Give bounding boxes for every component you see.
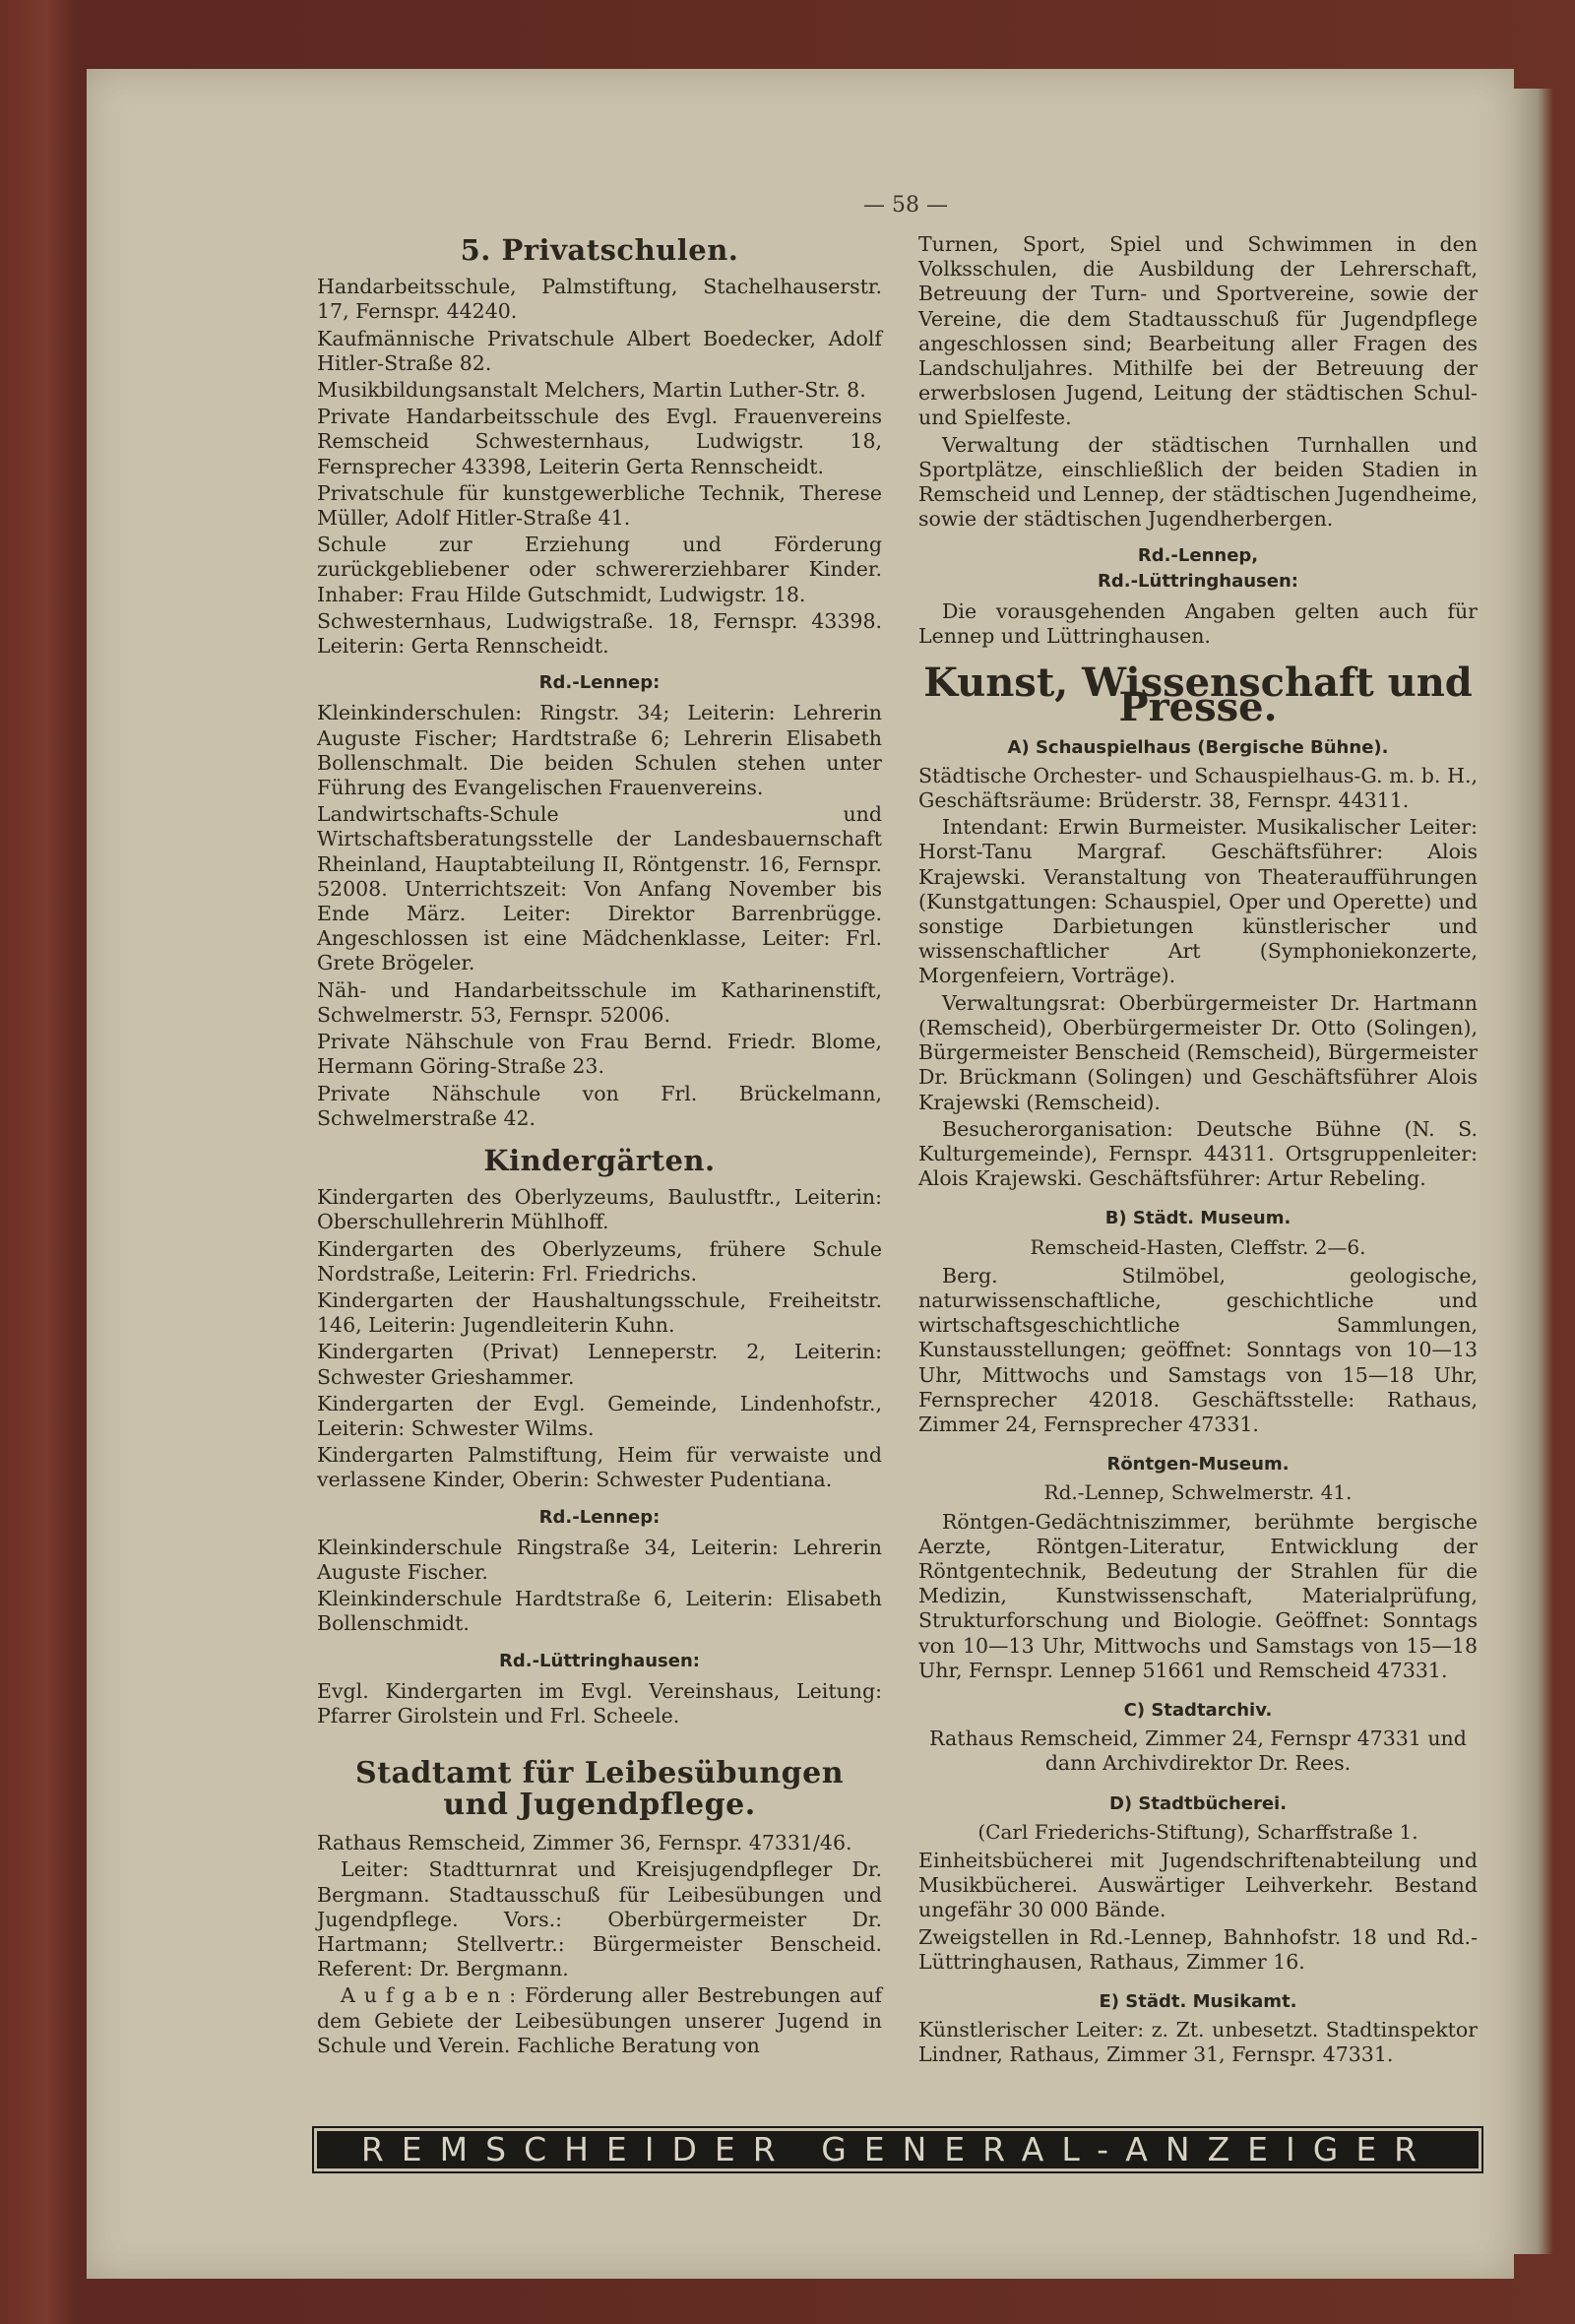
list-item: Kindergarten der Evgl. Gemeinde, Lindenhofstr., Leiterin: Schwester Wilms. [317, 1391, 882, 1440]
subheading-label: C) Stadtarchiv. [1123, 1699, 1273, 1721]
list-item: Die vorausgehenden Angaben gelten auch für Lennep und Lüttringhausen. [918, 598, 1478, 649]
subheading-schauspielhaus [918, 734, 1478, 760]
newspaper-banner: REMSCHEIDER GENERAL-ANZEIGER [317, 2131, 1479, 2168]
page-edge [1514, 89, 1553, 2254]
list-item: Leiter: Stadtturnrat und Kreisjugendpfleger Dr. Bergmann. Stadtausschuß für Leibesübungen und Jugendpflege. Vors.: Oberbürgermeister Dr. Hartmann; Stellvertr.: Bürgermeister Benscheid. Referent: Dr. Bergmann. [317, 1857, 882, 1981]
list-item: Rathaus Remscheid, Zimmer 36, Fernspr. 47331/46. [317, 1831, 852, 1855]
list-item: Schule zur Erziehung und Förderung zurückgebliebener oder schwererziehbarer Kinder. Inhaber: Frau Hilde Gutschmidt, Ludwigstr. 18. [317, 533, 882, 606]
list-item: Turnen, Sport, Spiel und Schwimmen in den Volksschulen, die Ausbildung der Lehrerschaft, Betreuung der Turn- und Sportvereine, sowie der Vereine, die dem Stadtausschuß für Jugendpflege angeschlossen sind; Bearbeitung aller Fragen des Landschuljahres. Mithilfe bei der Betreuung der erwerbslosen Jugend, Leitung der städtischen Schul- und Spielfeste. [918, 232, 1478, 430]
subheading-label: E) Städt. Musikamt. [1099, 1991, 1297, 2012]
list-item: Verwaltung der städtischen Turnhallen und Sportplätze, einschließlich der beiden Stadien in Remscheid und Lennep, der städtischen Jugendheime, sowie der städtischen Jugendherbergen. [918, 432, 1478, 532]
list-item: Berg. Stilmöbel, geologische, naturwissenschaftliche, geschichtliche und wirtschaftsgeschichtliche Sammlungen, Kunstausstellungen; geöffnet: Sonntags von 10—13 Uhr, Mittwochs und Samstags von 15—18 Uhr, Fernsprecher 42018. Geschäftsstelle: Rathaus, Zimmer 24, Fernsprecher 47331. [918, 1263, 1478, 1436]
subheading-stadtbuecherei [918, 1790, 1478, 1816]
subheading-label: B) Städt. Museum. [1104, 1208, 1292, 1229]
museum-address: Remscheid-Hasten, Cleffstr. 2—6. [1030, 1234, 1366, 1259]
subheading-label: Röntgen-Museum. [1106, 1454, 1290, 1476]
subheading-lennep: Rd.-Lennep: [538, 1506, 661, 1528]
subheading-luettringhausen: Rd.-Lüttringhausen: [498, 1650, 700, 1671]
list-item: Kindergarten des Oberlyzeums, frühere Schule Nordstraße, Leiterin: Frl. Friedrichs. [317, 1236, 882, 1286]
subheading-label: A) Schauspielhaus (Bergische Bühne). [1007, 736, 1389, 758]
list-item: Röntgen-Gedächtniszimmer, berühmte bergische Aerzte, Röntgen-Literatur, Entwicklung der Röntgentechnik, Bedeutung der Strahlen für die Medizin, Kunstwissenschaft, Materialprüfung, Strukturforschung und Biologie. Geöffnet: Sonntags von 10—13 Uhr, Mittwochs und Samstags von 15—18 Uhr, Fernspr. Lennep 51661 und Remscheid 47331. [918, 1509, 1478, 1682]
list-item: Private Handarbeitsschule des Evgl. Frauenvereins Remscheid Schwesternhaus, Ludwigstr. 18, Fernsprecher 43398, Leiterin Gerta Rennscheidt. [317, 405, 882, 478]
stadtbuecherei-address: (Carl Friederichs-Stiftung), Scharffstraße 1. [977, 1819, 1418, 1844]
section-heading-stadtamt [317, 1758, 882, 1821]
list-item: Schwesternhaus, Ludwigstraße. 18, Fernspr. 43398. Leiterin: Gerta Rennscheidt. [317, 608, 882, 659]
list-item: Handarbeitsschule, Palmstiftung, Stachelhauserstr. 17, Fernspr. 44240. [317, 275, 882, 324]
list-item: Privatschule für kunstgewerbliche Technik, Therese Müller, Adolf Hitler-Straße 41. [317, 480, 882, 531]
list-item: Kaufmännische Privatschule Albert Boedecker, Adolf Hitler-Straße 82. [317, 326, 882, 375]
list-item: Kleinkinderschulen: Ringstr. 34; Leiterin: Lehrerin Auguste Fischer; Hardtstraße 6; Lehrerin Elisabeth Bollenschmalt. Die beiden Schulen stehen unter Führung des Evangelischen Frauenvereins. [317, 701, 882, 800]
list-item: Kleinkinderschule Hardtstraße 6, Leiterin: Elisabeth Bollenschmidt. [317, 1587, 882, 1636]
list-item: Besucherorganisation: Deutsche Bühne (N. S. Kulturgemeinde), Fernspr. 44311. Ortsgruppenleiter: Alois Krajewski. Geschäftsführer: Artur Rebeling. [918, 1116, 1478, 1191]
list-item: Kindergarten (Privat) Lenneperstr. 2, Leiterin: Schwester Grieshammer. [317, 1340, 882, 1389]
list-item: Kindergarten der Haushaltungsschule, Freiheitstr. 146, Leiterin: Jugendleiterin Kuhn. [317, 1288, 882, 1338]
subheading-lennep: Rd.-Lennep, [1137, 545, 1259, 567]
list-item: Intendant: Erwin Burmeister. Musikalischer Leiter: Horst-Tanu Margraf. Geschäftsführer: Alois Krajewski. Veranstaltung von Theateraufführungen (Kunstgattungen: Schauspiel, Oper und Operette) und sonstige Darbietungen künstlerischer und wissenschaftlicher Art (Symphoniekonzerte, Morgenfeiern, Vorträge). [918, 815, 1478, 988]
section-heading-privatschulen: 5. Privatschulen. [460, 233, 739, 267]
list-item: Private Nähschule von Frl. Brückelmann, Schwelmerstraße 42. [317, 1081, 882, 1130]
roentgen-address: Rd.-Lennep, Schwelmerstr. 41. [1043, 1480, 1353, 1505]
list-item: Zweigstellen in Rd.-Lennep, Bahnhofstr. 18 und Rd.-Lüttringhausen, Rathaus, Zimmer 16. [918, 1924, 1478, 1974]
subheading-musikamt [918, 1988, 1478, 2014]
heading-line: und Jugendpflege. [443, 1788, 756, 1823]
list-item: Einheitsbücherei mit Jugendschriftenabteilung und Musikbücherei. Auswärtiger Leihverkehr. Bestand ungefähr 30 000 Bände. [918, 1848, 1478, 1922]
subheading-lennep: Rd.-Lennep: [538, 672, 661, 694]
list-item: Näh- und Handarbeitsschule im Katharinenstift, Schwelmerstr. 53, Fernspr. 52006. [317, 977, 882, 1027]
subheading-luettringhausen: Rd.-Lüttringhausen: [1097, 570, 1298, 592]
page-number: — 58 — [863, 193, 948, 218]
list-item: Landwirtschafts-Schule und Wirtschaftsberatungsstelle der Landesbauernschaft Rheinland, Hauptabteilung II, Röntgenstr. 16, Fernspr. 52008. Unterrichtszeit: Von Anfang November bis Ende März. Leiter: Direktor Barrenbrügge. Angeschlossen ist eine Mädchenklasse, Leiter: Frl. Grete Brögeler. [317, 802, 882, 975]
list-item: Evgl. Kindergarten im Evgl. Vereinshaus, Leitung: Pfarrer Girolstein und Frl. Scheele. [317, 1678, 882, 1727]
section-heading-kindergaerten: Kindergärten. [483, 1143, 716, 1177]
list-item: Musikbildungsanstalt Melchers, Martin Luther-Str. 8. [317, 378, 866, 403]
subheading-roentgen [918, 1451, 1478, 1476]
list-item: Kleinkinderschule Ringstraße 34, Leiterin: Lehrerin Auguste Fischer. [317, 1535, 882, 1584]
list-item: A u f g a b e n : Förderung aller Bestrebungen auf dem Gebiete der Leibesübungen unserer Jugend in Schule und Verein. Fachliche Beratung von [317, 1983, 882, 2057]
list-item: Verwaltungsrat: Oberbürgermeister Dr. Hartmann (Remscheid), Oberbürgermeister Dr. Otto (Solingen), Bürgermeister Benscheid (Remscheid), Bürgermeister Dr. Brückmann (Solingen) und Geschäftsführer Alois Krajewski (Remscheid). [918, 990, 1478, 1114]
list-item: Private Nähschule von Frau Bernd. Friedr. Blome, Hermann Göring-Straße 23. [317, 1030, 882, 1079]
subheading-label: D) Stadtbücherei. [1108, 1792, 1288, 1814]
right-column [918, 232, 1478, 2070]
subheading-museum [918, 1205, 1478, 1230]
list-item: Städtische Orchester- und Schauspielhaus-G. m. b. H., Geschäftsräume: Brüderstr. 38, Fernspr. 44311. [918, 763, 1478, 813]
heading-line: Stadtamt für Leibesübungen [354, 1756, 845, 1791]
section-heading-kunst: Kunst, Wissenschaft und Presse. [923, 660, 1473, 731]
list-item: Rathaus Remscheid, Zimmer 24, Fernspr 47331 und dann Archivdirektor Dr. Rees. [929, 1727, 1467, 1776]
list-item: Künstlerischer Leiter: z. Zt. unbesetzt. Stadtinspektor Lindner, Rathaus, Zimmer 31, Fernspr. 47331. [918, 2018, 1478, 2067]
list-item: Kindergarten des Oberlyzeums, Baulustftr., Leiterin: Oberschullehrerin Mühlhoff. [317, 1185, 882, 1234]
subheading-stadtarchiv [918, 1697, 1478, 1723]
left-column [317, 232, 882, 2060]
list-item: Kindergarten Palmstiftung, Heim für verwaiste und verlassene Kinder, Oberin: Schwester Pudentiana. [317, 1443, 882, 1492]
